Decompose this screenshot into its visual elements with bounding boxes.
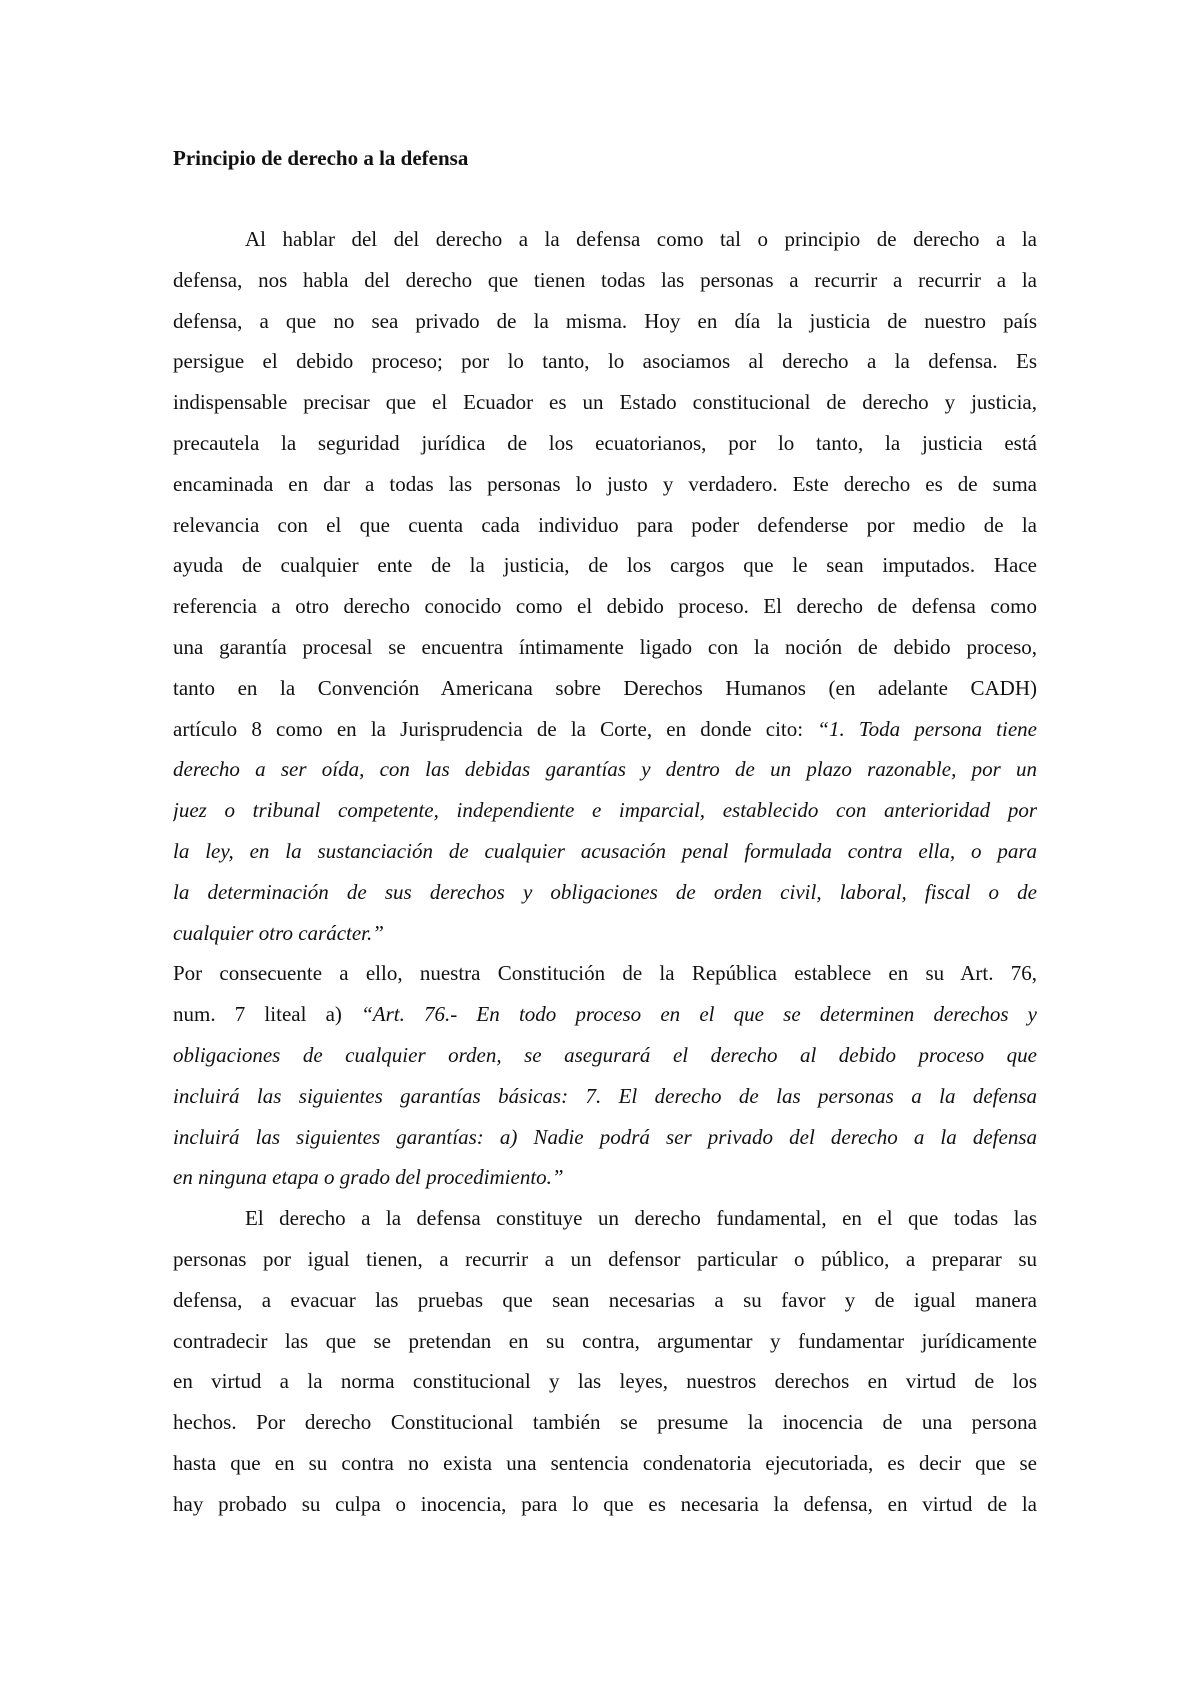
quoted-text: juez o tribunal competente, independiente e imparcial, establecido con anterioridad por	[173, 798, 1037, 823]
text-line	[173, 1484, 1037, 1525]
text-line	[173, 1035, 1037, 1076]
body-text: defensa, a que no sea privado de la misma. Hoy en día la justicia de nuestro país	[173, 308, 1037, 333]
document-heading: Principio de derecho a la defensa	[173, 146, 469, 170]
text-line	[173, 1443, 1037, 1484]
body-text: persigue el debido proceso; por lo tanto, lo asociamos al derecho a la defensa. Es	[173, 349, 1037, 374]
body-text: personas por igual tienen, a recurrir a un defensor particular o público, a preparar su	[173, 1246, 1037, 1271]
text-line	[173, 1361, 1037, 1402]
text-line	[173, 219, 1037, 260]
quoted-text: en ninguna etapa o grado del procedimiento.”	[173, 1165, 564, 1190]
text-line	[173, 423, 1037, 464]
text-line	[173, 382, 1037, 423]
text-line	[173, 872, 1037, 913]
text-line	[173, 464, 1037, 505]
text-line	[173, 709, 1037, 750]
quoted-text: “Art. 76.- En todo proceso en el que se determinen derechos y	[361, 1002, 1037, 1027]
text-line	[173, 1198, 1037, 1239]
text-line	[173, 1402, 1037, 1443]
document-body	[173, 219, 1037, 1525]
text-line	[173, 994, 1037, 1035]
body-text: hechos. Por derecho Constitucional también se presume la inocencia de una persona	[173, 1410, 1037, 1435]
body-text: tanto en la Convención Americana sobre Derechos Humanos (en adelante CADH)	[173, 675, 1037, 700]
text-line	[173, 1117, 1037, 1158]
quoted-text: obligaciones de cualquier orden, se asegurará el derecho al debido proceso que	[173, 1042, 1037, 1067]
text-line	[173, 627, 1037, 668]
body-text: precautela la seguridad jurídica de los ecuatorianos, por lo tanto, la justicia está	[173, 430, 1037, 455]
text-line	[173, 913, 1037, 954]
body-text: indispensable precisar que el Ecuador es un Estado constitucional de derecho y justicia,	[173, 390, 1037, 415]
text-line	[173, 1280, 1037, 1321]
body-text: defensa, nos habla del derecho que tienen todas las personas a recurrir a recurrir a la	[173, 267, 1037, 292]
body-text: relevancia con el que cuenta cada individuo para poder defenderse por medio de la	[173, 512, 1037, 537]
text-line	[173, 260, 1037, 301]
body-text: encaminada en dar a todas las personas lo justo y verdadero. Este derecho es de suma	[173, 471, 1037, 496]
quoted-text: la determinación de sus derechos y obligaciones de orden civil, laboral, fiscal o de	[173, 879, 1037, 904]
body-text: num. 7 liteal a)	[173, 1002, 362, 1027]
heading-spacer	[173, 178, 1037, 219]
text-line	[173, 586, 1037, 627]
text-line	[173, 831, 1037, 872]
text-line	[173, 668, 1037, 709]
body-text: Al hablar del del derecho a la defensa como tal o principio de derecho a la	[245, 227, 1037, 251]
quoted-text: derecho a ser oída, con las debidas garantías y dentro de un plazo razonable, por un	[173, 757, 1037, 782]
body-text: contradecir las que se pretendan en su contra, argumentar y fundamentar jurídicamente	[173, 1328, 1037, 1353]
text-line	[173, 545, 1037, 586]
text-line	[173, 1076, 1037, 1117]
text-line	[173, 341, 1037, 382]
quoted-text: incluirá las siguientes garantías: a) Nadie podrá ser privado del derecho a la defensa	[173, 1124, 1037, 1149]
text-line	[173, 790, 1037, 831]
text-line	[173, 749, 1037, 790]
quoted-text: la ley, en la sustanciación de cualquier acusación penal formulada contra ella, o para	[173, 838, 1037, 863]
text-line	[173, 1157, 1037, 1198]
text-line	[173, 1321, 1037, 1362]
text-line	[173, 1239, 1037, 1280]
text-line	[173, 505, 1037, 546]
body-text: defensa, a evacuar las pruebas que sean necesarias a su favor y de igual manera	[173, 1287, 1037, 1312]
body-text: artículo 8 como en la Jurisprudencia de la Corte, en donde cito:	[173, 716, 818, 741]
body-text: hay probado su culpa o inocencia, para lo que es necesaria la defensa, en virtud de la	[173, 1491, 1037, 1516]
text-line	[173, 301, 1037, 342]
body-text: en virtud a la norma constitucional y las leyes, nuestros derechos en virtud de los	[173, 1369, 1037, 1394]
body-text: ayuda de cualquier ente de la justicia, de los cargos que le sean imputados. Hace	[173, 553, 1037, 578]
document-page	[173, 138, 1037, 1525]
body-text: una garantía procesal se encuentra íntimamente ligado con la noción de debido proceso,	[173, 634, 1037, 659]
body-text: Por consecuente a ello, nuestra Constitución de la República establece en su Art. 76,	[173, 961, 1037, 986]
quoted-text: incluirá las siguientes garantías básicas: 7. El derecho de las personas a la defensa	[173, 1083, 1037, 1108]
body-text: referencia a otro derecho conocido como el debido proceso. El derecho de defensa como	[173, 594, 1037, 619]
text-line	[173, 953, 1037, 994]
quoted-text: cualquier otro carácter.”	[173, 920, 384, 945]
body-text: El derecho a la defensa constituye un derecho fundamental, en el que todas las	[245, 1206, 1037, 1231]
body-text: hasta que en su contra no exista una sentencia condenatoria ejecutoriada, es decir que se	[173, 1450, 1037, 1475]
quoted-text: “1. Toda persona tiene	[817, 716, 1037, 741]
